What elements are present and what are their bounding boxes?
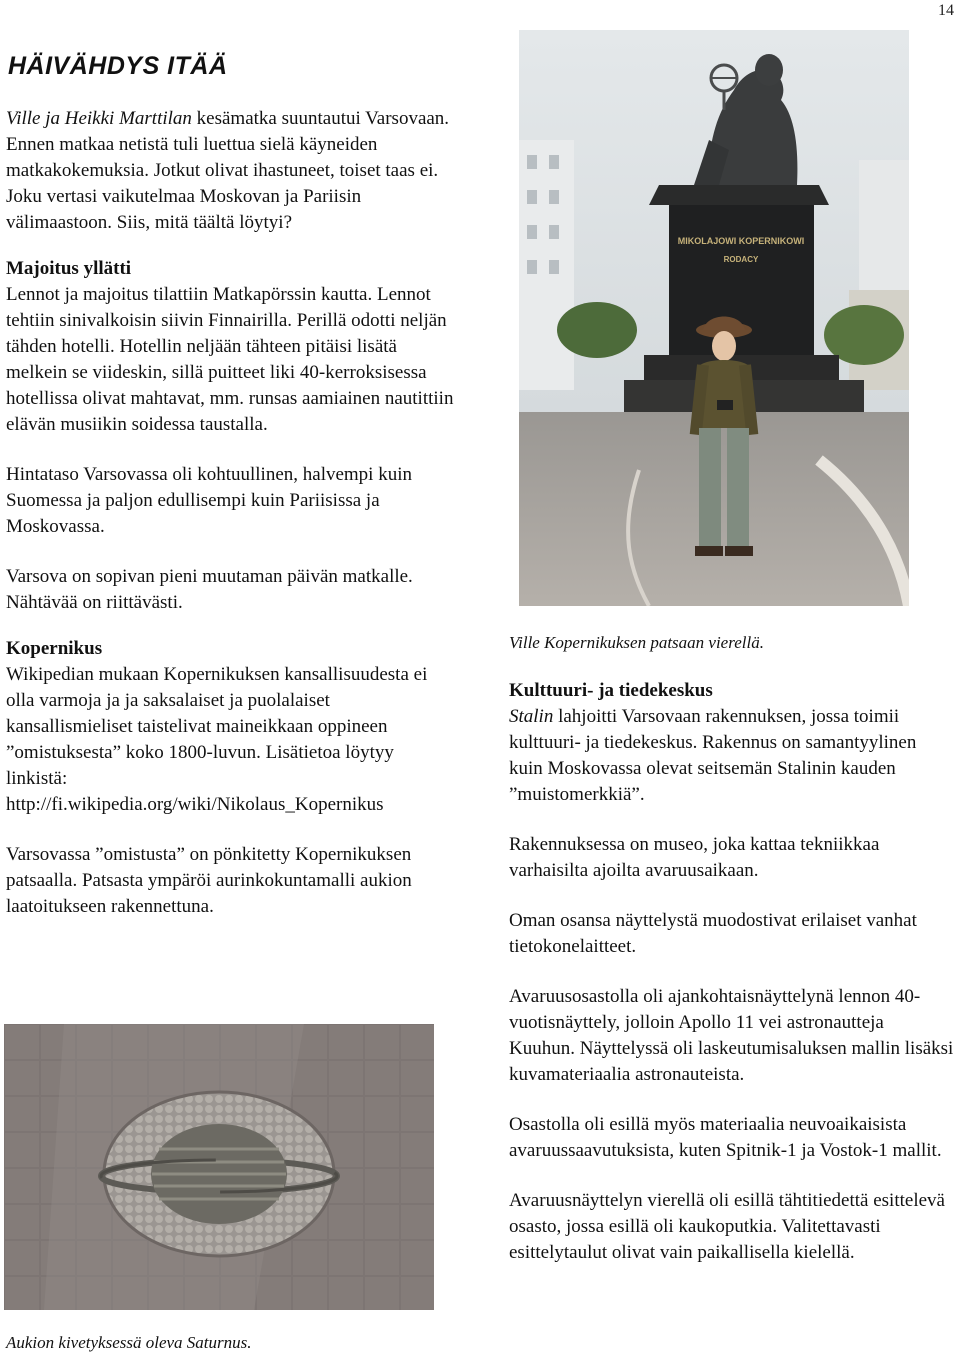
statue-photo <box>519 30 909 606</box>
majoitus-heading: Majoitus yllätti <box>6 258 132 279</box>
patsas-paragraph: Varsovassa ”omistusta” on pönkitetty Kopernikuksen patsaalla. Patsasta ympäröi aurinkokuntamalli aukion laatoitukseen rakennettuna. <box>6 844 412 917</box>
intro-paragraph <box>6 106 456 236</box>
article-title: HÄIVÄHDYS ITÄÄ <box>8 52 228 80</box>
page-number: 14 <box>938 2 954 19</box>
kopernikus-text: Wikipedian mukaan Kopernikuksen kansallisuudesta ei olla varmoja ja ja saksalaiset ja puolalaiset kansallismieliset taistelivat maineikkaan oppineen ”omistuksesta” koko 1800-luvun. Lisätietoa löytyy linkistä: <box>6 664 428 789</box>
right-column <box>509 630 954 1266</box>
tahtitiede-paragraph: Avaruusnäyttelyn vierellä oli esillä tähtitiedettä esittelevä osasto, jossa esillä oli kaukoputkia. Valitettavasti esittelytaulut olivat vain paikallisella kielellä. <box>509 1190 945 1263</box>
kopernikus-heading: Kopernikus <box>6 638 103 659</box>
saturn-pavement-photo <box>4 1024 434 1310</box>
neuvosto-paragraph: Osastolla oli esillä myös materiaalia neuvoaikaisista avaruussaavutuksista, kuten Spitnik-1 ja Vostok-1 mallit. <box>509 1114 942 1161</box>
saturn-caption: Aukion kivetyksessä oleva Saturnus. <box>6 1333 252 1352</box>
kulttuuri-paragraph <box>509 704 954 808</box>
intro-names: Ville ja Heikki Marttilan <box>6 108 192 129</box>
statue-caption: Ville Kopernikuksen patsaan vierellä. <box>509 633 764 652</box>
varsova-paragraph: Varsova on sopivan pieni muutaman päivän matkalle. Nähtävää on riittävästi. <box>6 566 413 613</box>
hintataso-paragraph: Hintataso Varsovassa oli kohtuullinen, halvempi kuin Suomessa ja paljon edullisempi kuin Pariisissa ja Moskovassa. <box>6 464 412 537</box>
kopernikus-paragraph <box>6 662 456 818</box>
stalin-name: Stalin <box>509 706 554 727</box>
kulttuuri-text: lahjoitti Varsovaan rakennuksen, jossa toimii kulttuuri- ja tiedekeskus. Rakennus on samantyylinen kuin Moskovassa olevat seitsemän Stalinin kauden ”muistomerkkiä”. <box>509 706 917 805</box>
majoitus-paragraph: Lennot ja majoitus tilattiin Matkapörssin kautta. Lennot tehtiin sinivalkoisin siivin Finnairilla. Perillä odotti neljän tähden hotelli. Hotellin neljään tähteen pitäisi lisätä melkein se viideskin, sillä puitteet liki 40-kerroksisessa hotellissa olivat mahtavat, mm. runsas aamiainen nautittiin elävän musiikin soidessa taustalla. <box>6 284 454 435</box>
statue-inscription-1: MIKOLAJOWI KOPERNIKOWI <box>677 236 805 246</box>
intro-text: kesämatka suuntautui Varsovaan. Ennen matkaa netistä tuli luettua sielä käyneiden matkakokemuksia. Jotkut olivat ihastuneet, toiset taas ei. Joku vertasi vaikutelmaa Moskovan ja Pariisin välimaastoon. Siis, mitä täältä löytyi? <box>6 108 450 233</box>
kulttuuri-heading: Kulttuuri- ja tiedekeskus <box>509 680 713 701</box>
apollo-paragraph: Avaruusosastolla oli ajankohtaisnäyttelynä lennon 40-vuotisnäyttely, jolloin Apollo 11 vei astronautteja Kuuhun. Näyttelyssä oli laskeutumisaluksen mallin lisäksi kuvamateriaalia astronauteista. <box>509 986 954 1085</box>
statue-inscription-2: RODACY <box>723 255 759 264</box>
wikipedia-link[interactable]: http://fi.wikipedia.org/wiki/Nikolaus_Kopernikus <box>6 794 384 815</box>
left-column <box>6 106 456 920</box>
tietokone-paragraph: Oman osansa näyttelystä muodostivat erilaiset vanhat tietokonelaitteet. <box>509 910 917 957</box>
museo-paragraph: Rakennuksessa on museo, joka kattaa tekniikkaa varhaisilta ajoilta avaruusaikaan. <box>509 834 880 881</box>
